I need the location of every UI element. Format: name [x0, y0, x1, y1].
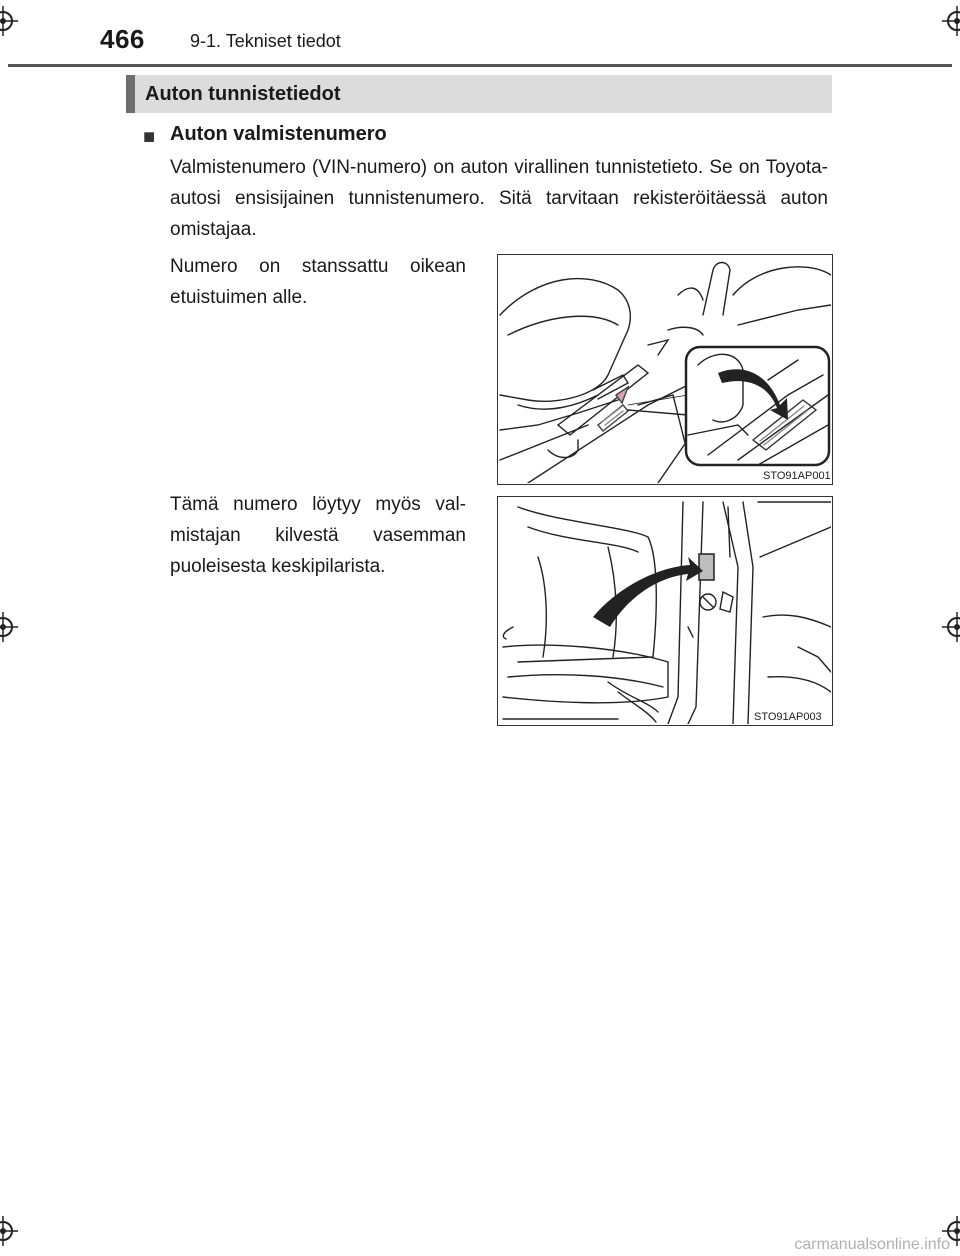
crosshair-icon — [0, 6, 18, 36]
crosshair-icon — [942, 612, 960, 642]
page-number: 466 — [100, 24, 145, 54]
square-bullet-icon: ■ — [143, 126, 156, 148]
crosshair-icon — [0, 612, 18, 642]
box-heading — [126, 75, 832, 113]
header-divider — [8, 64, 952, 67]
paragraph-seat-location: Numero on stanssattu oikean etuistuimen alle. — [170, 256, 466, 308]
figure-seat-vin — [497, 254, 833, 485]
b-pillar-label-illustration — [498, 497, 831, 724]
watermark: carmanualsonline.info — [794, 1236, 950, 1253]
figure-pillar-label — [497, 496, 833, 726]
figure-code-1: STO91AP001 — [763, 470, 831, 482]
paragraph-pillar-location: Tämä numero löytyy myös valmistajan kilvestä vasemman puoleisesta keskipilarista. — [170, 494, 466, 577]
figure-code-2: STO91AP003 — [754, 711, 822, 723]
section-title: 9-1. Tekniset tiedot — [190, 31, 341, 51]
paragraph-vin-intro: Valmistenumero (VIN-numero) on auton virallinen tunnistetieto. Se on Toyota-autosi ensisijainen tunnistenumero. Sitä tarvitaan rekisteröitäessä auton omistajaa. — [170, 157, 828, 240]
subheading: Auton valmistenumero — [170, 123, 387, 145]
seat-floor-vin-illustration — [498, 255, 831, 483]
crosshair-icon — [0, 1216, 18, 1246]
crosshair-icon — [942, 6, 960, 36]
box-heading-label: Auton tunnistetiedot — [145, 83, 341, 105]
